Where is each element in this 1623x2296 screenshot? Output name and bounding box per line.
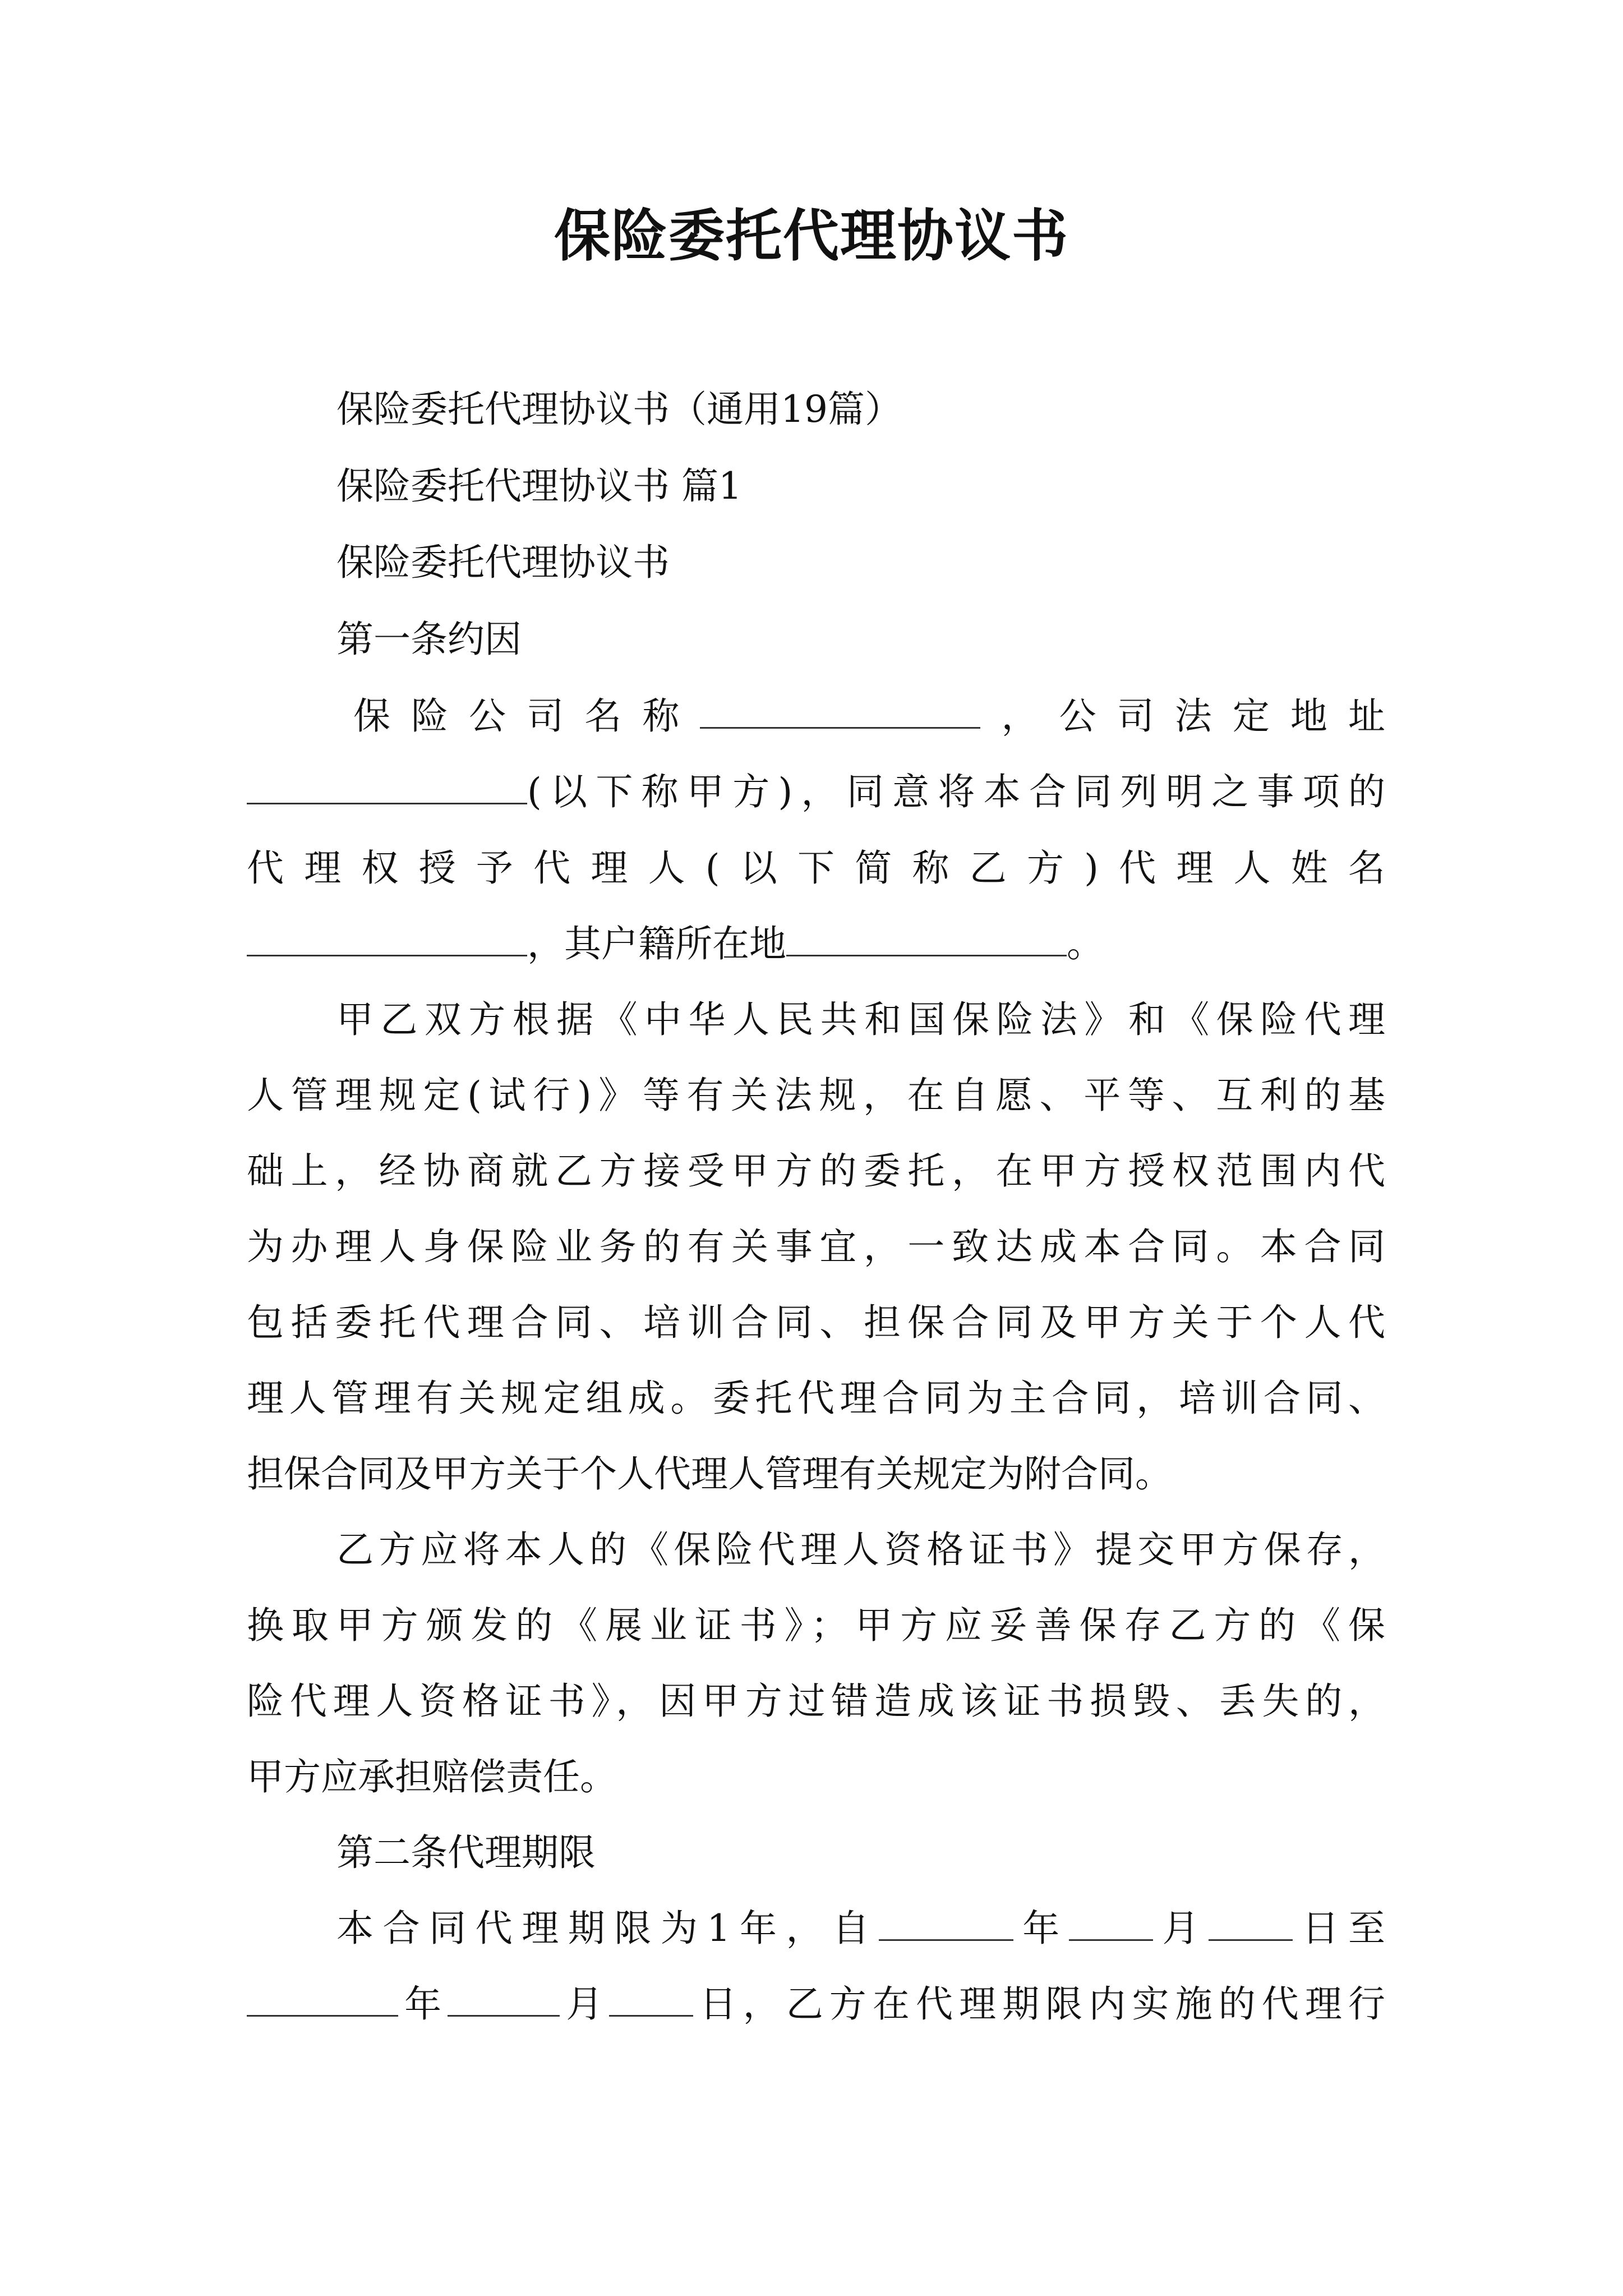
blank-field [1209,1900,1293,1941]
subtitle-line: 保险委托代理协议书（通用19篇） [336,388,902,431]
paragraph-line: 本合同代理期限为1年，自 年 月 日至 [336,1898,1385,1959]
paragraph-line: ，其户籍所在地 。 [247,913,1385,975]
paragraph-line: 换取甲方颁发的《展业证书》；甲方应妥善保存乙方的《保 [247,1604,1385,1647]
section-heading: 保险委托代理协议书 [336,541,670,584]
section-heading: 保险委托代理协议书 篇1 [336,464,742,508]
paragraph-line: (以下称甲方)，同意将本合同列明之事项的 [247,761,1385,823]
blank-field [700,688,980,729]
article-heading: 第一条约因 [336,618,522,661]
blank-field [247,1976,398,2017]
paragraph-line: 甲乙双方根据《中华人民共和国保险法》和《保险代理 [336,998,1385,1041]
paragraph-line: 包括委托代理合同、培训合同、担保合同及甲方关于个人代 [247,1301,1385,1344]
blank-field [247,915,527,956]
paragraph-line: 险代理人资格证书》，因甲方过错造成该证书损毁、丢失的， [247,1680,1385,1723]
paragraph-line: 担保合同及甲方关于个人代理人管理有关规定为附合同。 [247,1452,1172,1496]
blank-field [879,1900,1013,1941]
paragraph-line: 础上，经协商就乙方接受甲方的委托，在甲方授权范围内代 [247,1149,1385,1193]
paragraph-line: 为办理人身保险业务的有关事宜，一致达成本合同。本合同 [247,1225,1385,1268]
blank-field [609,1976,693,2017]
paragraph-line: 人管理规定(试行)》等有关法规，在自愿、平等、互利的基 [247,1074,1385,1117]
paragraph-line: 甲方应承担赔偿责任。 [247,1755,617,1798]
blank-field [448,1976,560,2017]
document-title: 保险委托代理协议书 [554,203,1069,269]
paragraph-line: 年 月 日，乙方在代理期限内实施的代理行 [247,1973,1385,2035]
blank-field [1069,1900,1153,1941]
paragraph-line: 代理权授予代理人(以下简称乙方)代理人姓名 [247,846,1385,890]
paragraph-line: 保险公司名称 ，公司法定地址 [353,685,1385,747]
article-heading: 第二条代理期限 [336,1831,596,1874]
paragraph-line: 乙方应将本人的《保险代理人资格证书》提交甲方保存， [336,1528,1385,1571]
blank-field [247,763,527,804]
blank-field [786,915,1067,956]
paragraph-line: 理人管理有关规定组成。委托代理合同为主合同，培训合同、 [247,1377,1385,1420]
